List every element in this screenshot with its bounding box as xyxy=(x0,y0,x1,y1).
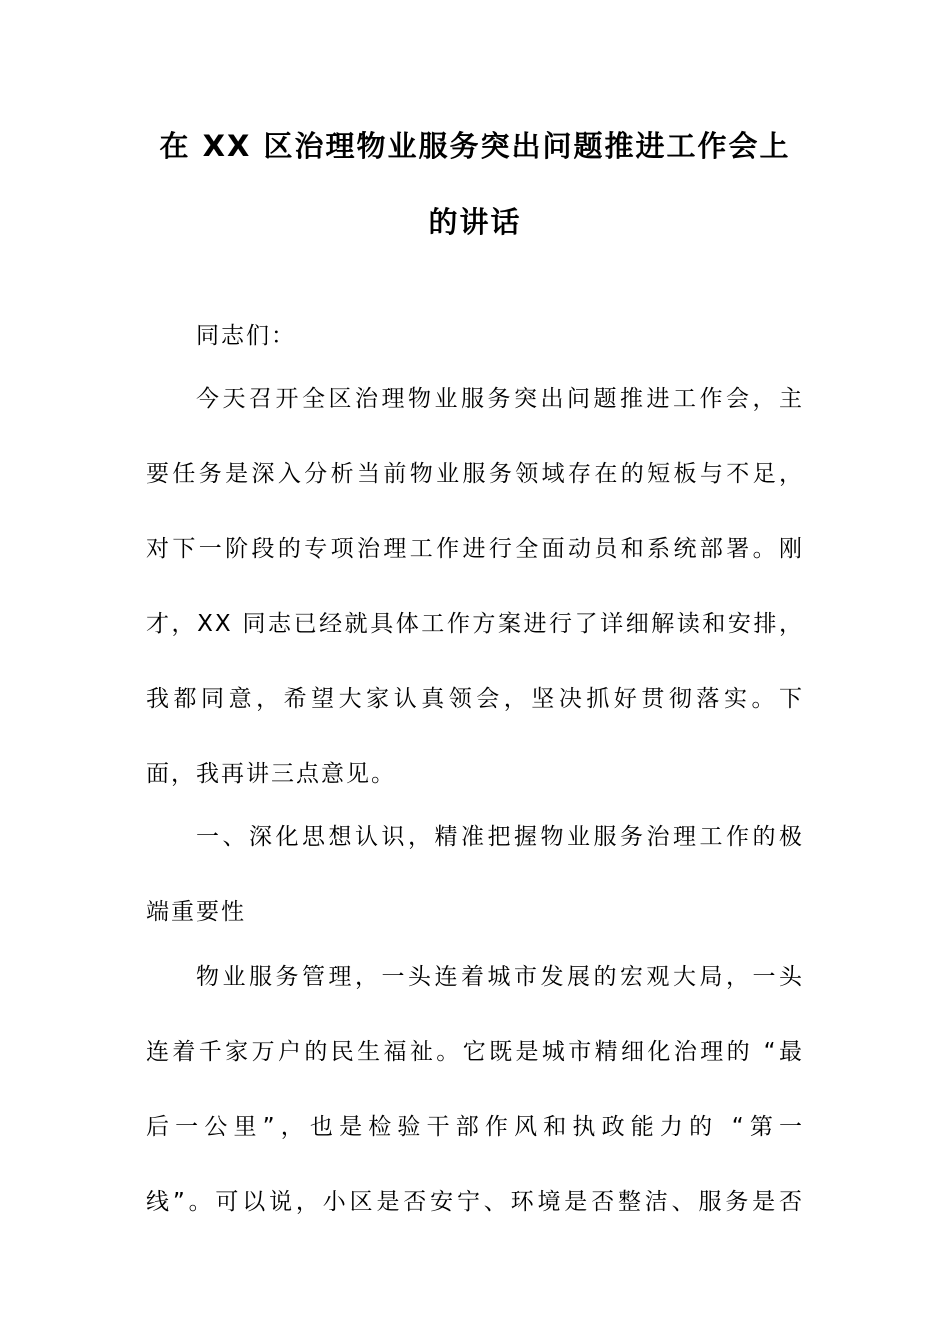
salutation: 同志们： xyxy=(196,323,296,349)
paragraph-1-line-1: 今天召开全区治理物业服务突出问题推进工作会，主 xyxy=(196,386,804,412)
paragraph-2-line-2: 连着千家万户的民生福祉。它既是城市精细化治理的 “最 xyxy=(146,1039,804,1065)
title-line-2: 的讲话 xyxy=(428,205,522,239)
paragraph-1-line-3: 对下一阶段的专项治理工作进行全面动员和系统部署。刚 xyxy=(146,536,804,562)
paragraph-1-line-5: 我都同意，希望大家认真领会，坚决抓好贯彻落实。下 xyxy=(146,686,804,712)
heading-1-line-2: 端重要性 xyxy=(146,899,246,925)
paragraph-2-line-1: 物业服务管理，一头连着城市发展的宏观大局，一头 xyxy=(196,964,804,990)
title-line-1: 在 XX 区治理物业服务突出问题推进工作会上 xyxy=(159,129,791,163)
heading-1-line-1: 一、深化思想认识，精准把握物业服务治理工作的极 xyxy=(196,824,804,850)
paragraph-1-line-6: 面，我再讲三点意见。 xyxy=(146,761,396,787)
paragraph-2-line-4: 线”。可以说，小区是否安宁、环境是否整洁、服务是否 xyxy=(146,1189,804,1215)
paragraph-1-line-2: 要任务是深入分析当前物业服务领域存在的短板与不足， xyxy=(146,461,804,487)
paragraph-2-line-3: 后一公里”，也是检验干部作风和执政能力的 “第一 xyxy=(146,1114,804,1140)
paragraph-1-line-4: 才，XX 同志已经就具体工作方案进行了详细解读和安排， xyxy=(146,611,804,637)
